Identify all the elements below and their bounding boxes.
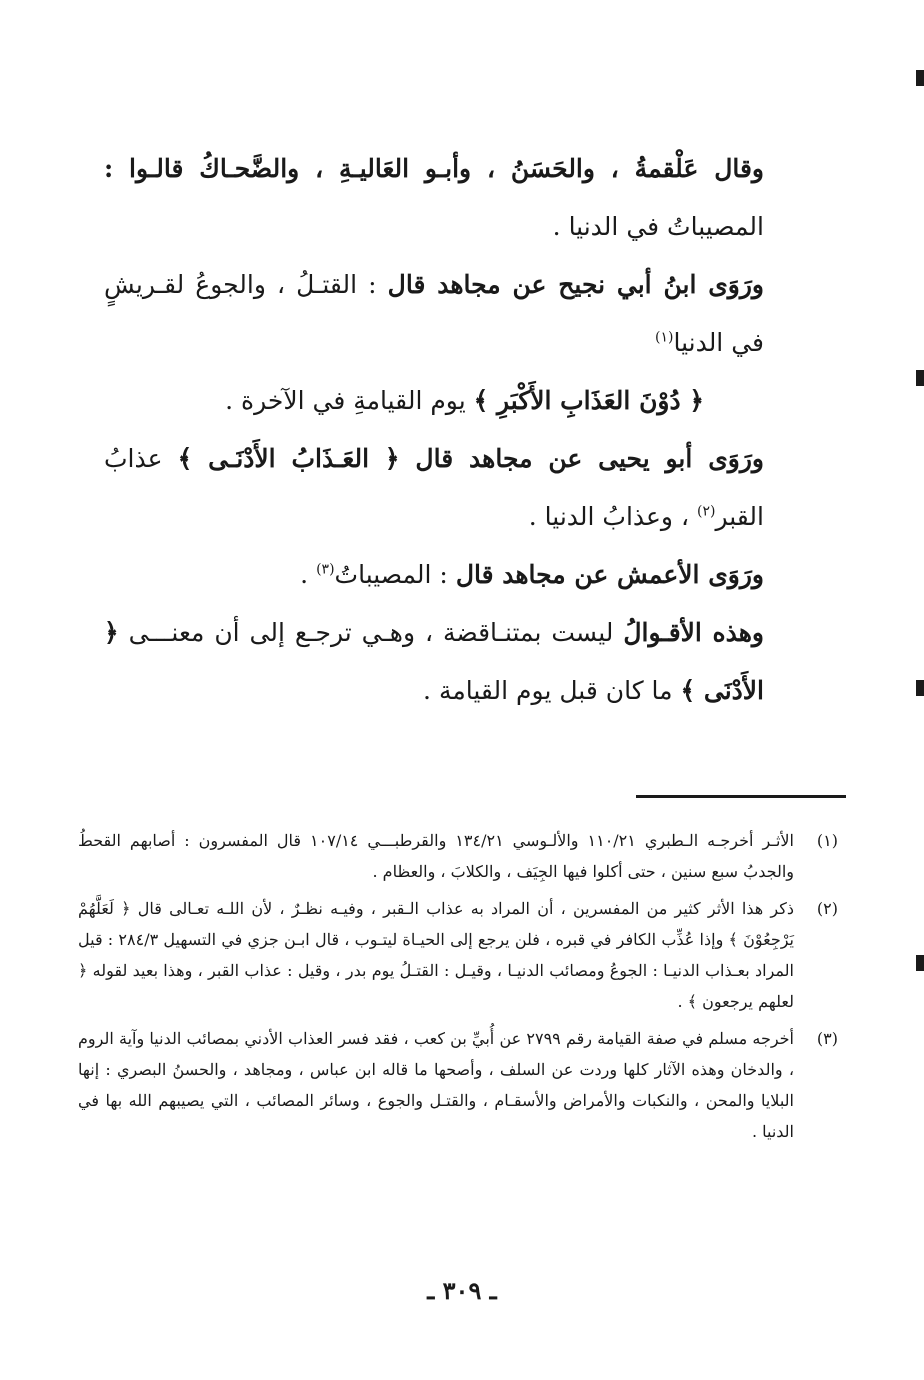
binding-mark [916, 70, 924, 86]
footnote-3 [78, 1023, 838, 1147]
paragraph-2-text: : القتـلُ ، والجوعُ لقـريشٍ في الدنيا [104, 270, 764, 357]
paragraph-4 [104, 430, 764, 546]
paragraph-1 [104, 140, 764, 256]
binding-mark [916, 955, 924, 971]
footnote-ref-1[interactable]: (١) [654, 329, 674, 346]
paragraph-1-text: المصيباتُ في الدنيا . [552, 212, 764, 241]
paragraph-5 [104, 546, 764, 604]
footnote-number: (٣) [816, 1029, 838, 1048]
paragraph-4-text: عذابُ القبر [104, 444, 764, 531]
footnote-number: (٢) [816, 899, 838, 918]
paragraph-6-text: ليست بمتنـاقضة ، وهـي ترجـع إلى أن معنـــى [118, 618, 624, 647]
paragraph-6-bold: وهذه الأقـوالُ [623, 618, 765, 647]
paragraph-4-tail: ، وعذابُ الدنيا . [528, 502, 697, 531]
paragraph-1-bold: وقال عَلْقمةُ ، والحَسَنُ ، وأبـو العَاليـةِ ، والضَّحـاكُ قالـوا : [104, 154, 764, 183]
paragraph-5-bold: ورَوَى الأعمش عن مجاهد قال [455, 560, 764, 589]
paragraph-7-text: ما كان قبل يوم القيامة . [423, 676, 681, 705]
footnote-divider [636, 795, 846, 798]
binding-mark [916, 680, 924, 696]
footnote-ref-2[interactable]: (٢) [696, 503, 716, 520]
paragraph-6 [104, 604, 764, 720]
page-number: ـ ٣٠٩ ـ [427, 1276, 497, 1305]
footnotes [78, 825, 838, 1153]
paragraph-4-bold: ورَوَى أبو يحيى عن مجاهد قال ﴿ العَـذَابُ الأَدْنَـى ﴾ [177, 444, 764, 473]
binding-mark [916, 370, 924, 386]
paragraph-3 [104, 372, 764, 430]
footnote-2 [78, 893, 838, 1017]
footnote-text: الأثـر أخرجـه الـطبري ١١٠/٢١ والألـوسي ١٣٤/٢١ والقرطبـــي ١٠٧/١٤ قال المفسرون : أصابهم القحطُ والجدبُ سبع سنين ، حتى أكلوا فيها الجِيَف ، والكلابَ ، والعظام . [78, 831, 794, 881]
paragraph-3-bold: ﴿ دُوْنَ العَذَابِ الأَكْبَرِ ﴾ [473, 386, 704, 415]
paragraph-3-text: يوم القيامةِ في الآخرة . [225, 386, 474, 415]
paragraph-2-bold: ورَوَى ابنُ أبي نجيح عن مجاهد قال [387, 270, 764, 299]
paragraph-5-tail: . [300, 560, 317, 589]
footnote-text: ذكر هذا الأثر كثير من المفسرين ، أن المراد به عذاب الـقبر ، وفيـه نظـرٌ ، لأن اللـه تعـالى قال ﴿ لَعَلَّهُمْ يَرْجِعُوْنَ ﴾ وإذا عُذِّب الكافر في قبره ، فلن يرجع إلى الحيـاة ليتـوب ، قال ابـن جزي في التسهيل ٢٨٤/٣ : قيل المراد بعـذاب الدنيـا : الجوعُ ومصائب الدنيـا ، وقيـل : القتـلُ يوم بدر ، وقيل : عذاب القبر ، وهذا بعيد لقوله ﴿ لعلهم يرجعون ﴾ . [78, 899, 795, 1011]
main-text [104, 140, 764, 720]
paragraph-2 [104, 256, 764, 372]
footnote-number: (١) [816, 831, 838, 850]
footnote-ref-3[interactable]: (٣) [316, 561, 335, 578]
footnote-1 [78, 825, 838, 887]
footnote-text: أخرجه مسلم في صفة القيامة رقم ٢٧٩٩ عن أُبيِّ بن كعب ، فقد فسر العذاب الأدني بمصائب الدنيا وآية الروم ، والدخان وهذه الآثار كلها وردت عن السلف ، وأصحها ما قاله ابن عباس ، ومجاهد ، والحسنُ البصري : إنها البلايا والمحن ، والنكبات والأمراض والأسقـام ، والقتـل والجوع ، وسائر المصائب ، التي يصيبهم الله بها في الدنيا . [78, 1029, 795, 1141]
paragraph-5-text: : المصيباتُ [334, 560, 456, 589]
paragraph-7-bold: ﴿ الأَدْنَى ﴾ [104, 618, 764, 705]
